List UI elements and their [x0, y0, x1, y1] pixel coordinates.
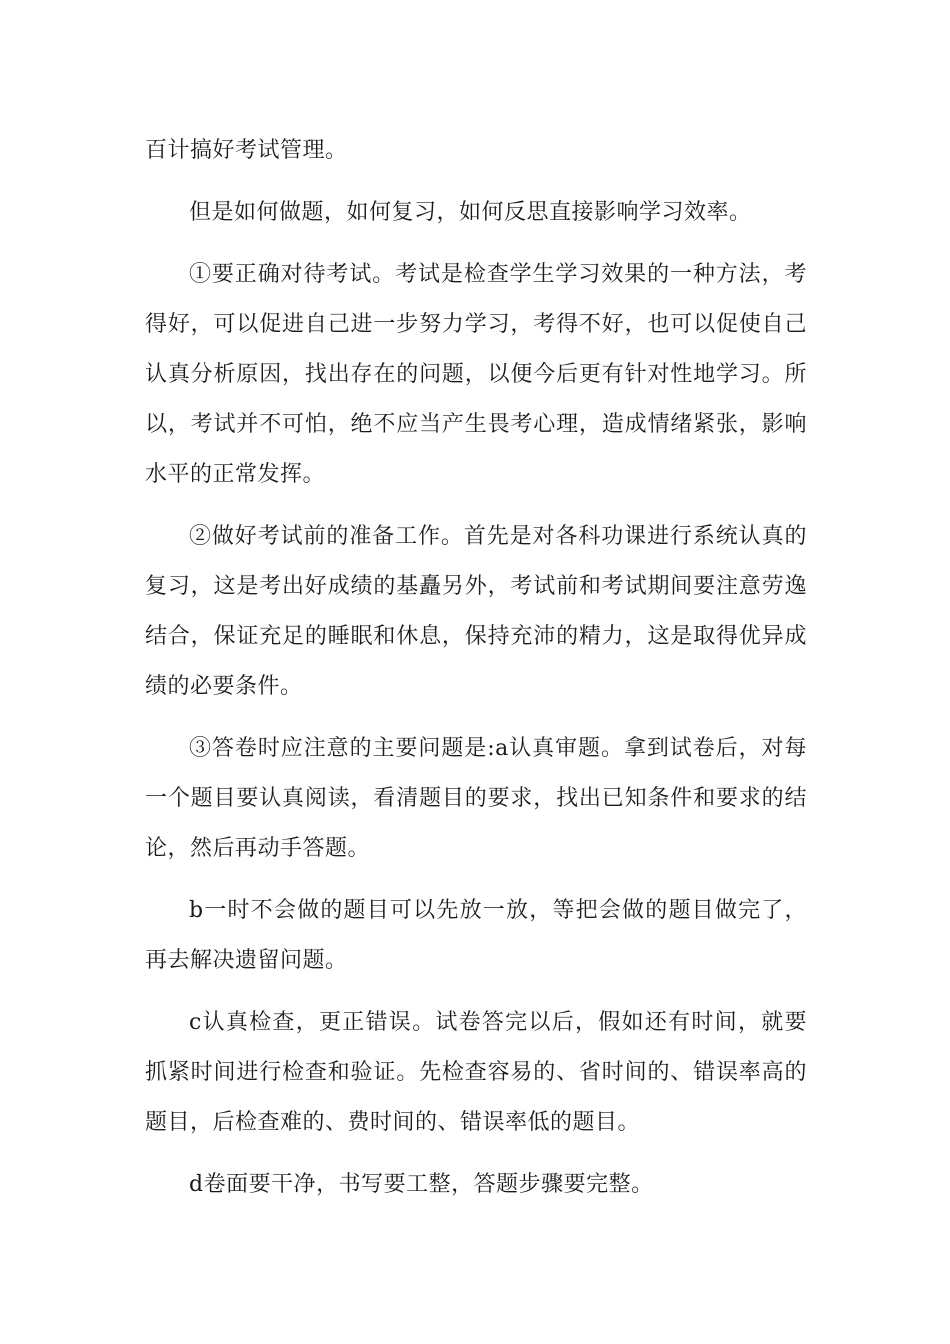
paragraph-point-2: ②做好考试前的准备工作。首先是对各科功课进行系统认真的复习，这是考出好成绩的基矗另外，考试前和考试期间要注意劳逸结合，保证充足的睡眠和休息，保持充沛的精力，这是取得优异成绩的必要条件。 [145, 524, 807, 699]
paragraph-point-3d: d卷面要干净，书写要工整，答题步骤要完整。 [189, 1172, 654, 1197]
paragraph-intro: 但是如何做题，如何复习，如何反思直接影响学习效率。 [189, 200, 752, 225]
paragraph-point-3: ③答卷时应注意的主要问题是:a认真审题。拿到试卷后，对每一个题目要认真阅读，看清题目的要求，找出已知条件和要求的结论，然后再动手答题。 [145, 736, 807, 861]
paragraph-point-3b: b一时不会做的题目可以先放一放，等把会做的题目做完了，再去解决遗留问题。 [145, 898, 807, 973]
paragraph-point-1: ①要正确对待考试。考试是检查学生学习效果的一种方法，考得好，可以促进自己进一步努力学习，考得不好，也可以促使自己认真分析原因，找出存在的问题，以便今后更有针对性地学习。所以，考试并不可怕，绝不应当产生畏考心理，造成情绪紧张，影响水平的正常发挥。 [145, 262, 807, 487]
paragraph-continuation: 百计搞好考试管理。 [145, 138, 348, 163]
document-body [145, 126, 807, 1222]
paragraph-point-3c: c认真检查，更正错误。试卷答完以后，假如还有时间，就要抓紧时间进行检查和验证。先检查容易的、省时间的、错误率高的题目，后检查难的、费时间的、错误率低的题目。 [145, 1010, 807, 1135]
